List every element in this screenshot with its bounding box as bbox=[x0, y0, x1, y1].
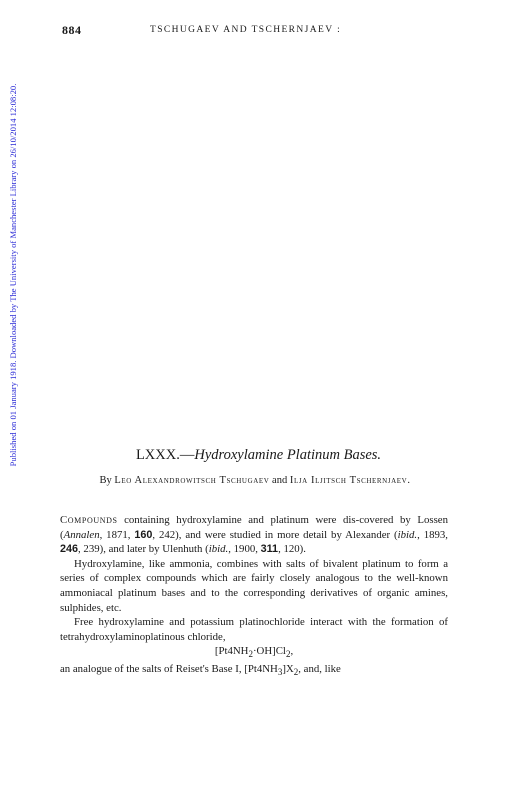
citation-3-ibid: ibid. bbox=[208, 543, 229, 556]
paragraph-4-text-b: ]X bbox=[282, 663, 294, 676]
paragraph-4-subscript-1: 3 bbox=[277, 667, 283, 678]
paragraph-1-text-d: , 120). bbox=[278, 543, 306, 556]
paragraph-1-text-b: , 242), and were studied in more detail by Alexander ( bbox=[152, 528, 398, 541]
title-dash: — bbox=[179, 447, 195, 463]
article-title bbox=[0, 447, 507, 464]
citation-1-year: , 1871, bbox=[99, 528, 135, 541]
author-2: Ilja Iljitsch Tschernjaev. bbox=[289, 475, 411, 486]
paragraph-4 bbox=[60, 662, 448, 680]
paragraph-3: Free hydroxylamine and potassium platinochloride interact with the formation of tetrahydroxylaminoplatinous chloride, bbox=[60, 616, 448, 643]
page-number: 884 bbox=[62, 23, 82, 37]
formula-subscript-1: 2 bbox=[248, 649, 253, 660]
citation-journal: Annalen bbox=[63, 528, 100, 541]
formula-part-c: , bbox=[290, 645, 294, 658]
citation-3-year: , 1900, bbox=[228, 543, 261, 556]
citation-2-year: , 1893, bbox=[417, 528, 448, 541]
citation-2-volume: 246 bbox=[60, 543, 79, 556]
author-1: Leo Alexandrowitsch Tschugaev bbox=[114, 475, 270, 486]
formula-part-a: [Pt4NH bbox=[214, 645, 249, 658]
citation-2-ibid: ibid. bbox=[397, 528, 418, 541]
paragraph-1 bbox=[60, 513, 448, 557]
citation-3-volume: 311 bbox=[260, 543, 279, 556]
article-body bbox=[60, 513, 448, 680]
paragraph-4-subscript-2: 2 bbox=[293, 667, 299, 678]
paragraph-1-lead: Compounds bbox=[60, 514, 118, 526]
byline-by: By bbox=[99, 475, 112, 486]
paragraph-4-text-a: an analogue of the salts of Reiset's Base I, [Pt4NH bbox=[60, 663, 278, 676]
article-title-text: Hydroxylamine Platinum Bases. bbox=[194, 447, 382, 463]
running-head: TSCHUGAEV AND TSCHERNJAEV : bbox=[150, 25, 342, 35]
publication-stamp-text: Published on 01 January 1918. Downloaded by The University of Manchester Library on 26/10/2014 12:08:20. bbox=[8, 83, 18, 467]
paragraph-1-text-c: , 239), and later by Ulenhuth ( bbox=[78, 543, 209, 556]
paragraph-4-text-c: , and, like bbox=[298, 663, 341, 676]
formula-part-b: ·OH]Cl bbox=[252, 645, 286, 658]
formula-subscript-2: 2 bbox=[285, 649, 291, 660]
chemical-formula bbox=[60, 644, 448, 662]
paragraph-1-text-a: containing hydroxylamine and platinum were dis-covered by Lossen ( bbox=[60, 514, 448, 541]
paragraph-2: Hydroxylamine, like ammonia, combines with salts of bivalent platinum to form a series of complex compounds which are fairly closely analogous to the well-known ammoniacal platinum bases and to the corresponding derivatives of organic amines, sulphides, etc. bbox=[60, 557, 448, 614]
byline bbox=[60, 473, 450, 488]
byline-and: and bbox=[272, 475, 288, 486]
citation-1-volume: 160 bbox=[134, 528, 153, 541]
article-number: LXXX. bbox=[135, 447, 180, 463]
